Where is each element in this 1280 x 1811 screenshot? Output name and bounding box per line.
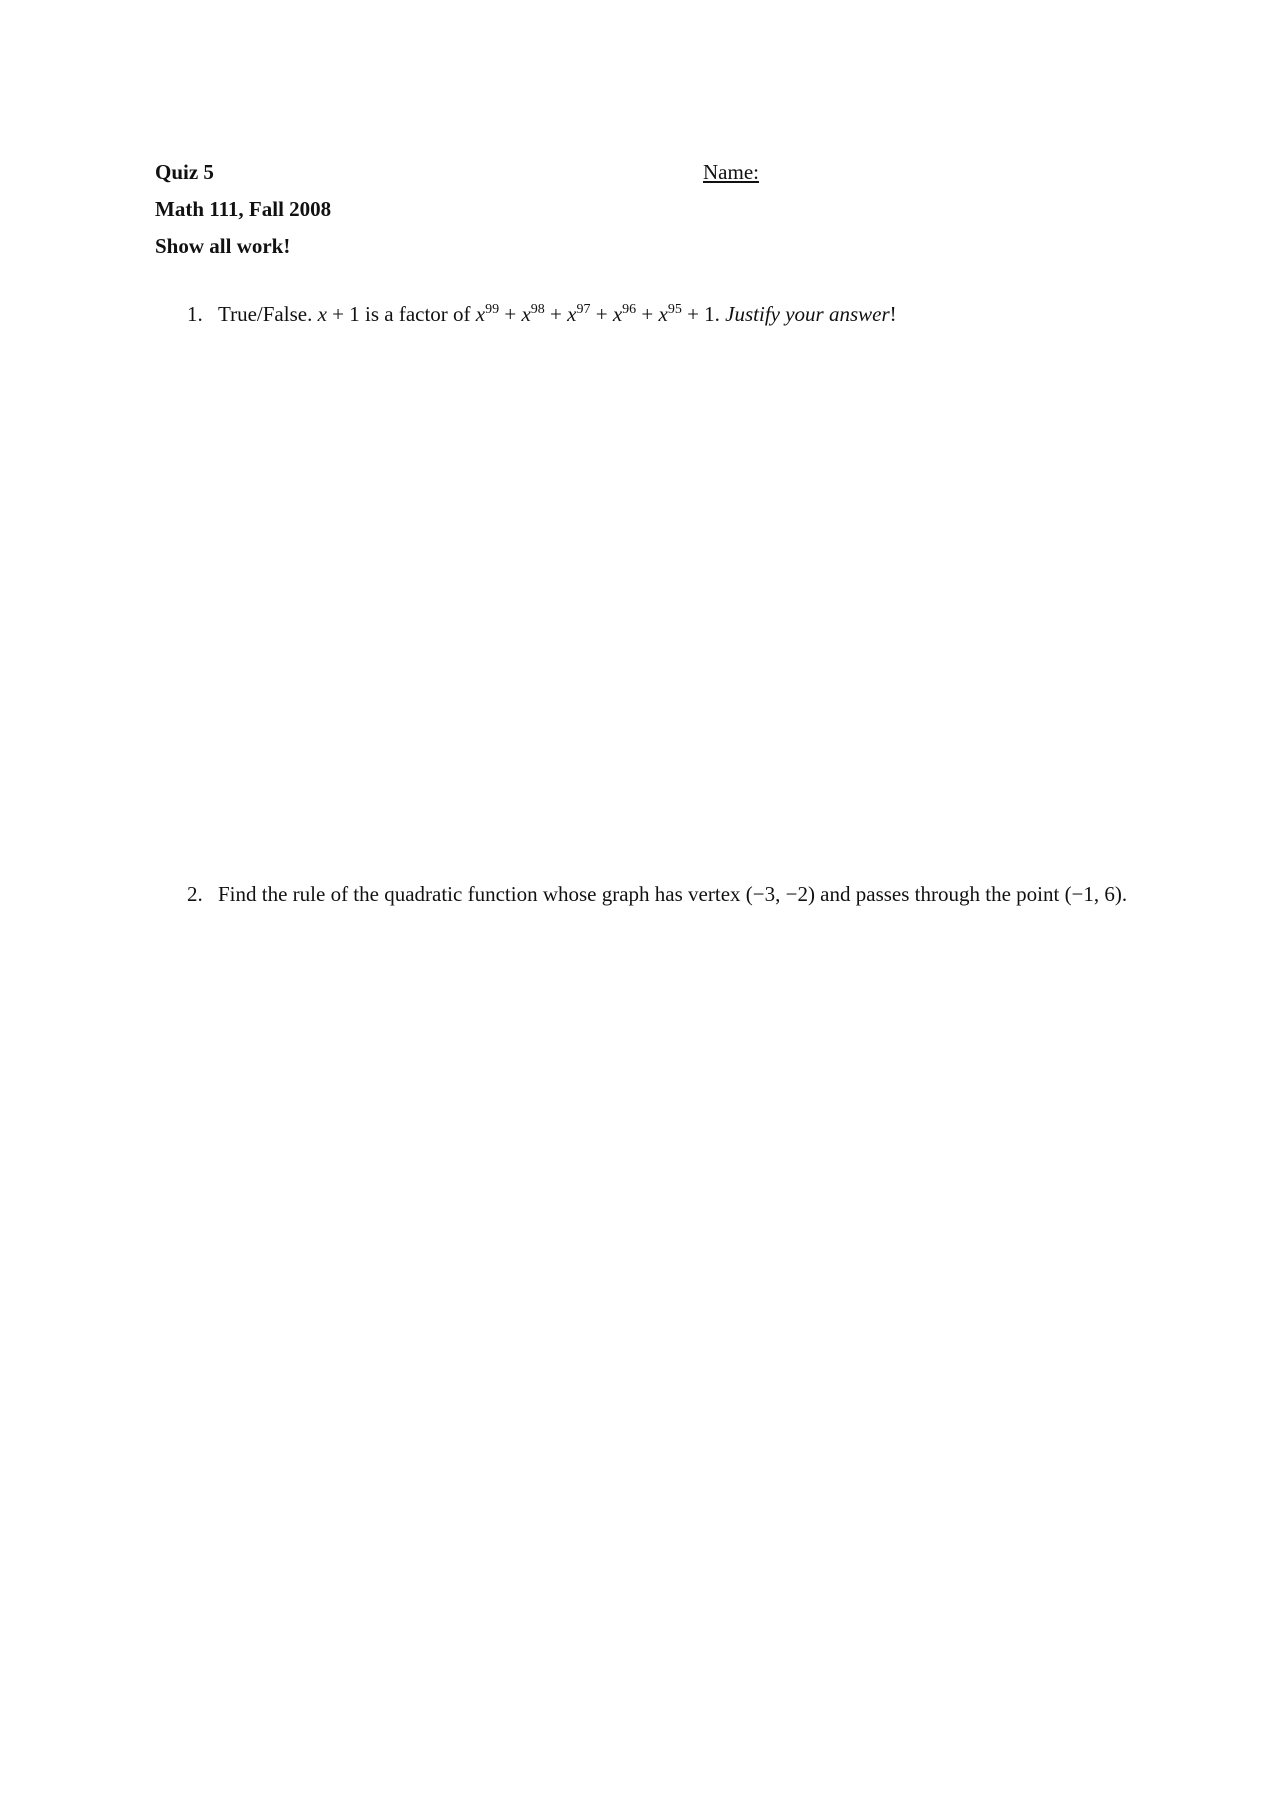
exponent: 95: [667, 302, 682, 317]
text: + 1.: [681, 302, 726, 326]
course-title: Math 111, Fall 2008: [155, 197, 332, 221]
exponent: 96: [622, 302, 637, 317]
quiz-title: Quiz 5: [155, 160, 214, 184]
question-2: [187, 880, 1167, 909]
var: x: [317, 302, 327, 326]
exponent: 98: [530, 302, 545, 317]
term: x: [521, 302, 531, 326]
exponent: 99: [485, 302, 500, 317]
instruction: Show all work!: [155, 234, 291, 258]
term: x: [567, 302, 577, 326]
text: !: [889, 302, 897, 326]
exponent: 97: [576, 302, 591, 317]
name-field-label: Name:: [703, 160, 759, 184]
text: True/False.: [218, 302, 318, 326]
term: x: [475, 302, 486, 326]
question-number: 2.: [187, 882, 203, 906]
term: x: [612, 302, 623, 326]
text: + 1 is a factor of: [326, 302, 476, 326]
question-1: [187, 300, 1167, 329]
question-text: Find the rule of the quadratic function whose graph has vertex (−3, −2) and passes through the point (−1, 6).: [218, 882, 1128, 906]
question-number: 1.: [187, 302, 203, 326]
emphasis: Justify your answer: [725, 302, 890, 326]
question-text: True/False. x + 1 is a factor of $x^{99} + x^{98} + x^{97} + x^{96} + x^{95} + 1$. Justify your answer!: [218, 302, 897, 326]
term: x: [658, 302, 668, 326]
